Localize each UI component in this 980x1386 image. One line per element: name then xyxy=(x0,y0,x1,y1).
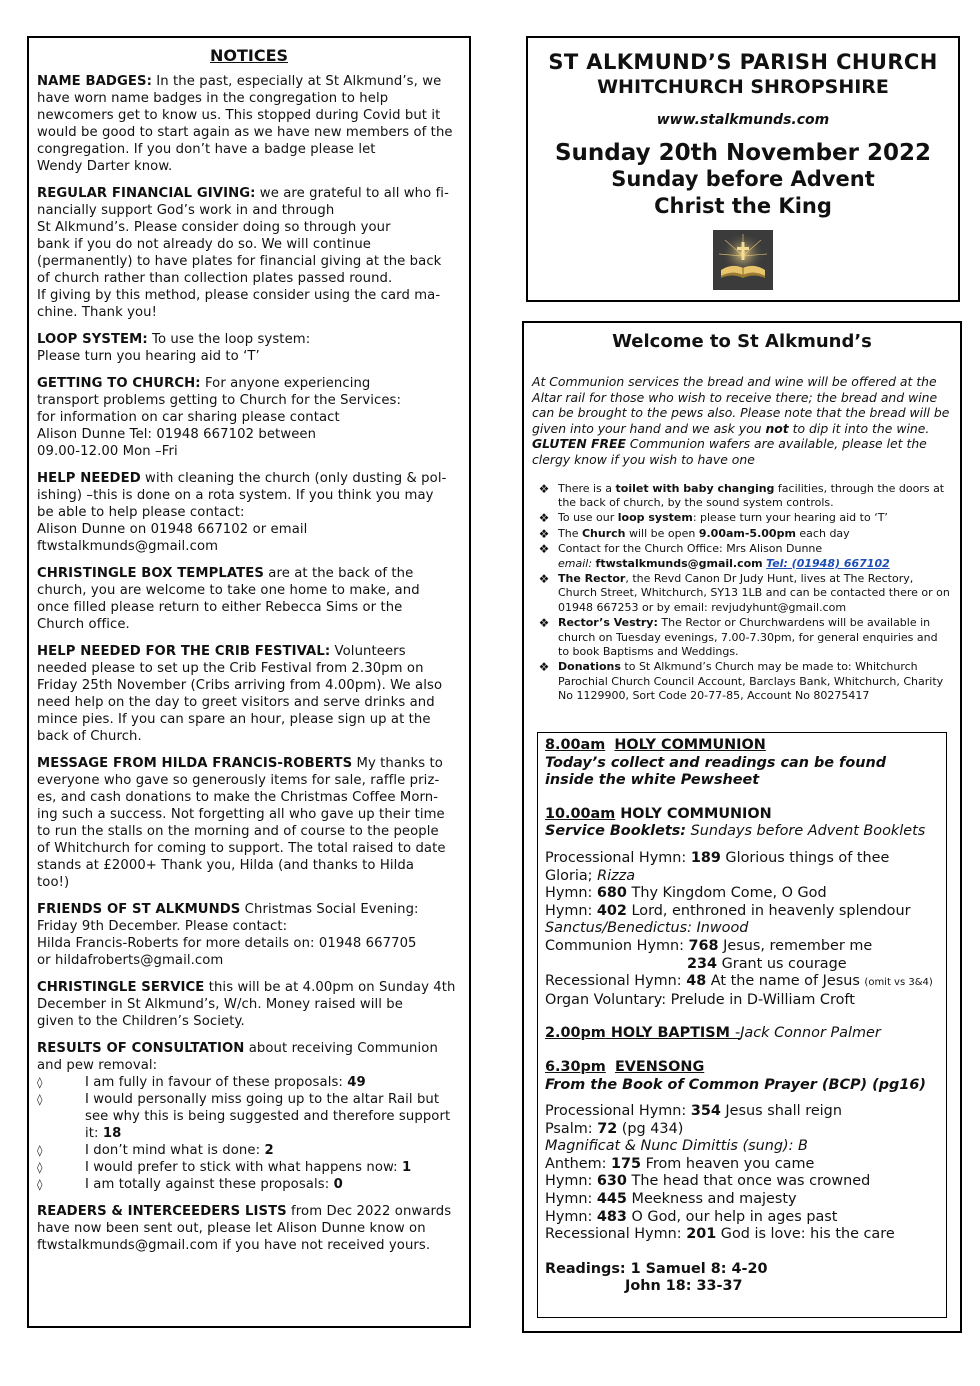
diamond-star-bullet-icon: ❖ xyxy=(538,616,550,631)
hymn-line: Communion Hymn: 768 Jesus, remember me xyxy=(545,937,873,954)
notice-heading: MESSAGE FROM HILDA FRANCIS-ROBERTS xyxy=(37,756,353,771)
notice-item: HELP NEEDED FOR THE CRIB FESTIVAL: Volunteers needed please to set up the Crib Festival from 2.30pm on Friday 25th November (Cribs arriving from 4.00pm). We also need help on the day to greet visitors and serve drinks and mince pies. If you can spare an hour, please sign up at the back of Church. xyxy=(37,644,443,744)
notice-heading: REGULAR FINANCIAL GIVING: xyxy=(37,186,256,201)
service-note: From the Book of Common Prayer (BCP) (pg16) xyxy=(545,1076,926,1093)
notice-heading: HELP NEEDED xyxy=(37,471,141,486)
notice-heading: CHRISTINGLE BOX TEMPLATES xyxy=(37,566,264,581)
notices-panel xyxy=(27,36,471,1328)
hymn-line: Recessional Hymn: 48 At the name of Jesus (omit vs 3&4) xyxy=(545,973,933,990)
notice-heading: FRIENDS OF ST ALKMUNDS xyxy=(37,902,241,917)
service-name: HOLY COMMUNION xyxy=(615,805,772,822)
info-item: ❖ The Church will be open 9.00am-5.00pm each day xyxy=(530,527,952,541)
occasion-line-1: Sunday before Advent xyxy=(611,167,875,191)
notice-consultation: RESULTS OF CONSULTATION about receiving Communion and pew removal: ◊ I am fully in favour of these proposals: 49 ◊ I would personally miss going up to the altar Rail but see why this is being suggested and therefore support it: 18 ◊ I don’t mind what is done: 2 ◊ I would prefer to stick with what happens now: 1 ◊ I am totally against these proposals: 0 xyxy=(37,1040,461,1193)
hymn-line: Processional Hymn: 189 Glorious things of thee xyxy=(545,849,890,866)
consultation-option: ◊ I would personally miss going up to the altar Rail but see why this is being suggested and therefore support it: 18 xyxy=(37,1092,451,1141)
notice-item: CHRISTINGLE BOX TEMPLATES are at the back of the church, you are welcome to take one home to make, and once filled please return to either Rebecca Sims or the Church office. xyxy=(37,566,420,632)
service-evensong xyxy=(545,1059,939,1296)
notice-item: LOOP SYSTEM: To use the loop system: Please turn you hearing aid to ‘T’ xyxy=(37,332,311,364)
service-date: Sunday 20th November 2022 xyxy=(554,140,931,166)
info-item: ❖ The Rector, the Revd Canon Dr Judy Hunt, lives at The Rectory, Church Street, Whitchurch, SY13 1LB and can be contacted there or on 01948 667253 or by email: revjudyhunt@gmail.com xyxy=(530,572,952,615)
notice-list xyxy=(37,73,461,1030)
notice-item: REGULAR FINANCIAL GIVING: we are grateful to all who fi- nancially support God’s work in and through St Alkmund’s. Please consider doing so through your bank if you do not already do so. We will continue (permanently) to have plates for financial giving at the back of church rather than collection plates passed round. If giving by this method, please consider using the card ma- chine. Thank you! xyxy=(37,186,449,320)
notice-item: MESSAGE FROM HILDA FRANCIS-ROBERTS My thanks to everyone who gave so generously items for sale, raffle priz- es, and cash donations to make the Christmas Coffee Morn- ing such a success. Not forgetting all who gave up their time to run the stalls on the morning and of course to the people of Whitchurch for coming to support. The total raised to date stands at £2000+ Thank you, Hilda (and thanks to Hilda too!) xyxy=(37,756,446,890)
title-panel xyxy=(526,36,960,302)
diamond-bullet-icon: ◊ xyxy=(37,1144,43,1157)
diamond-star-bullet-icon: ❖ xyxy=(538,481,550,496)
service-8am xyxy=(545,737,939,790)
organ-voluntary: Organ Voluntary: Prelude in D-William Croft xyxy=(545,991,855,1008)
vote-count: 1 xyxy=(402,1160,412,1175)
service-name: EVENSONG xyxy=(614,1058,705,1075)
hymn-line: Sanctus/Benedictus: Inwood xyxy=(545,920,749,937)
notice-readers: READERS & INTERCEEDERS LISTS from Dec 2022 onwards have now been sent out, please let Alison Dunne know on ftwstalkmunds@gmail.com if you have not received yours. xyxy=(37,1204,452,1253)
diamond-star-bullet-icon: ❖ xyxy=(538,660,550,675)
info-item: ❖ To use our loop system: please turn your hearing aid to ‘T’ xyxy=(530,511,952,525)
hymn-line: Hymn: 483 O God, our help in ages past xyxy=(545,1208,838,1225)
consultation-option: ◊ I am fully in favour of these proposals: 49 xyxy=(37,1075,366,1090)
services-panel xyxy=(537,732,947,1318)
service-time: 6.30pm xyxy=(545,1058,606,1075)
info-item: ❖ There is a toilet with baby changing facilities, through the doors at the back of church, by the sound system controls. xyxy=(530,482,952,511)
hymn-line: Hymn: 680 Thy Kingdom Come, O God xyxy=(545,885,827,902)
notice-item: HELP NEEDED with cleaning the church (only dusting & pol- ishing) –this is done on a rota system. If you think you may be able to help please contact: Alison Dunne on 01948 667102 or email ftwstalkmunds@gmail.com xyxy=(37,471,447,554)
info-item: ❖ Rector’s Vestry: The Rector or Churchwardens will be available in church on Tuesday evenings, 7.00-7.30pm, for general enquiries and to book Baptisms and Weddings. xyxy=(530,616,952,659)
notice-heading: READERS & INTERCEEDERS LISTS xyxy=(37,1204,287,1219)
vote-count: 49 xyxy=(347,1075,366,1090)
diamond-star-bullet-icon: ❖ xyxy=(538,511,550,526)
vote-count: 2 xyxy=(264,1143,274,1158)
email-link[interactable]: ftwstalkmunds@gmail.com xyxy=(595,556,763,570)
notice-heading: RESULTS OF CONSULTATION xyxy=(37,1041,245,1056)
hymn-line: Hymn: 630 The head that once was crowned xyxy=(545,1173,871,1190)
vote-count: 18 xyxy=(102,1126,122,1141)
service-note: Today’s collect and readings can be found inside the white Pewsheet xyxy=(545,754,886,789)
notice-heading: GETTING TO CHURCH: xyxy=(37,376,201,391)
church-location: WHITCHURCH SHROPSHIRE xyxy=(597,76,889,98)
consultation-option: ◊ I am totally against these proposals: 0 xyxy=(37,1177,343,1192)
hymn-list xyxy=(545,1103,939,1244)
vote-count: 0 xyxy=(333,1177,343,1192)
occasion-line-2: Christ the King xyxy=(654,194,832,218)
info-list xyxy=(530,482,952,704)
diamond-bullet-icon: ◊ xyxy=(37,1093,43,1106)
info-item: ❖ Donations to St Alkmund’s Church may be made to: Whitchurch Parochial Church Council Account, Barclays Bank, Whitchurch, Charity No 1129900, Sort Code 20-77-85, Account No 80275417 xyxy=(530,660,952,703)
diamond-star-bullet-icon: ❖ xyxy=(538,526,550,541)
diamond-star-bullet-icon: ❖ xyxy=(538,542,550,557)
open-bible-cross-icon xyxy=(713,230,773,290)
service-time: 10.00am xyxy=(545,805,616,822)
readings-gospel: John 18: 33-37 xyxy=(625,1278,743,1295)
hymn-line: Recessional Hymn: 201 God is love: his the care xyxy=(545,1226,895,1243)
hymn-line: Gloria; Rizza xyxy=(545,867,636,884)
diamond-bullet-icon: ◊ xyxy=(37,1178,43,1191)
notice-heading: NAME BADGES: xyxy=(37,74,152,89)
hymn-line: Anthem: 175 From heaven you came xyxy=(545,1155,815,1172)
service-time: 8.00am xyxy=(545,737,606,753)
service-baptism: 2.00pm HOLY BAPTISM -Jack Connor Palmer xyxy=(545,1025,881,1042)
service-10am: 10.00am HOLY COMMUNION Service Booklets: Sundays before Advent Booklets Processional Hymn: 189 Glorious things of thee Gloria; Rizza Hymn: 680 Thy Kingdom Come, O God Hymn: 402 Lord, enthroned in heavenly splendour Sanctus/Benedictus: Inwood Communion Hymn: 768 Jesus, remember me 234 Grant us courage Recessional Hymn: 48 At the name of Jesus (omit vs 3&4) Organ Voluntary: Prelude in D-William Croft xyxy=(545,806,939,1010)
hymn-line: 234 Grant us courage xyxy=(687,955,847,972)
notice-item: FRIENDS OF ST ALKMUNDS Christmas Social Evening: Friday 9th December. Please contact: Hilda Francis-Roberts for more details on: 01948 667705 or hildafroberts@gmail.com xyxy=(37,902,419,968)
hymn-list xyxy=(545,850,939,956)
service-name: HOLY BAPTISM xyxy=(605,1025,735,1042)
church-name: ST ALKMUND’S PARISH CHURCH xyxy=(548,50,938,74)
notice-heading: CHRISTINGLE SERVICE xyxy=(37,980,205,995)
notice-item: NAME BADGES: In the past, especially at St Alkmund’s, we have worn name badges in the congregation to help newcomers get to know us. This stopped during Covid but it would be good to start again as we have new members of the congregation. If you don’t have a badge please let Wendy Darter know. xyxy=(37,74,453,174)
notices-title: NOTICES xyxy=(209,46,289,65)
consultation-option: ◊ I would prefer to stick with what happens now: 1 xyxy=(37,1160,412,1175)
readings: Readings: 1 Samuel 8: 4-20 xyxy=(545,1260,768,1277)
welcome-title: Welcome to St Alkmund’s xyxy=(612,331,872,352)
notice-item: CHRISTINGLE SERVICE this will be at 4.00pm on Sunday 4th December in St Alkmund’s, W/ch. Money raised will be given to the Children’s Society. xyxy=(37,980,456,1029)
consultation-option: ◊ I don’t mind what is done: 2 xyxy=(37,1143,274,1158)
info-item: ❖ Contact for the Church Office: Mrs Alison Dunne email: ftwstalkmunds@gmail.com Tel: (01948) 667102 xyxy=(530,542,952,571)
notice-heading: HELP NEEDED FOR THE CRIB FESTIVAL: xyxy=(37,644,331,659)
diamond-bullet-icon: ◊ xyxy=(37,1076,43,1089)
diamond-bullet-icon: ◊ xyxy=(37,1161,43,1174)
consultation-results xyxy=(37,1074,461,1193)
phone-link[interactable]: Tel: (01948) 667102 xyxy=(766,556,890,570)
service-time: 2.00pm xyxy=(545,1025,606,1042)
website-link[interactable]: www.stalkmunds.com xyxy=(656,112,830,128)
hymn-line: Psalm: 72 (pg 434) xyxy=(545,1120,684,1137)
communion-intro: At Communion services the bread and wine will be offered at the Altar rail for those who wish to receive there; the bread and wine can be brought to the pews also. Please note that the bread will be given into your hand and we ask you not to dip it into the wine. GLUTEN FREE Communion wafers are available, please let the clergy know if you wish to have one xyxy=(532,374,950,467)
notice-item: GETTING TO CHURCH: For anyone experiencing transport problems getting to Church for the Services: for information on car sharing please contact Alison Dunne Tel: 01948 667102 between 09.00-12.00 Mon –Fri xyxy=(37,376,402,459)
hymn-line: Magnificat & Nunc Dimittis (sung): B xyxy=(545,1138,808,1155)
hymn-line: Hymn: 445 Meekness and majesty xyxy=(545,1191,797,1208)
service-name: HOLY COMMUNION xyxy=(614,737,766,753)
diamond-star-bullet-icon: ❖ xyxy=(538,572,550,586)
hymn-line: Hymn: 402 Lord, enthroned in heavenly splendour xyxy=(545,902,911,919)
notice-heading: LOOP SYSTEM: xyxy=(37,332,148,347)
hymn-line: Processional Hymn: 354 Jesus shall reign xyxy=(545,1103,842,1120)
